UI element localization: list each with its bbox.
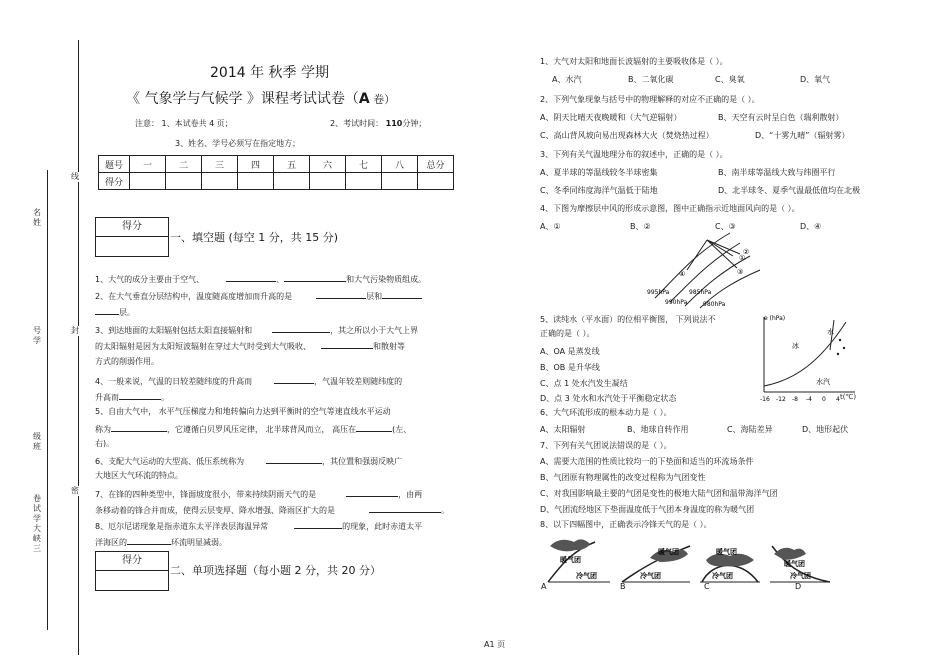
cut-label-line: 线 <box>71 172 79 181</box>
answer-blank[interactable] <box>321 339 373 349</box>
choice-q3-opt-b[interactable]: B、南半球等温线大致与纬圈平行 <box>718 168 836 177</box>
choice-q8-opt-d[interactable]: D <box>795 582 802 591</box>
choice-q2-opt-c[interactable]: C、高山背风坡向易出现森林大火（焚烧热过程） <box>540 131 714 140</box>
arrow-label: ② <box>743 248 750 256</box>
q-text: ，气温年较差则随纬度的 <box>314 377 403 386</box>
score-cell: 总分 <box>418 156 454 173</box>
phase-diagram <box>750 312 860 404</box>
q-text: 和散射等 <box>373 342 405 351</box>
answer-blank[interactable] <box>266 454 322 464</box>
choice-q8-opt-b[interactable]: B <box>620 582 626 591</box>
x-tick: -8 <box>792 396 798 403</box>
choice-q3: 3、下列有关气温地理分布的叙述中，正确的是（ ）。 <box>540 150 728 159</box>
q-text: 条移动着的锋合并而成，使得云层变厚、降水增强、降雨区扩大的是 <box>95 506 335 515</box>
score-row-label: 得分 <box>99 173 130 190</box>
choice-q4-opt-b[interactable]: B、② <box>630 222 651 231</box>
q-text: 的太阳辐射是因为太阳短波辐射在穿过大气时受到大气吸收、 <box>95 342 311 351</box>
choice-q7-opt-d[interactable]: D、气团流经地区下垫面温度低于气团本身温度的称为暖气团 <box>540 505 755 514</box>
score-input-cell[interactable] <box>418 173 454 190</box>
arrow-label: ③ <box>737 268 744 276</box>
choice-q1-opt-b[interactable]: B、二氧化碳 <box>628 75 674 84</box>
fill-q4 <box>95 374 402 387</box>
section1-title: 一、填空题 (每空 1 分，共 15 分) <box>170 231 339 244</box>
isobar-label: 985hPa <box>689 289 712 296</box>
cold-label: 冷气团 <box>712 572 733 580</box>
fill-q8 <box>95 519 422 532</box>
choice-q7-opt-a[interactable]: A、需要大范围的性质比较均一的下垫面和适当的环流场条件 <box>540 457 754 466</box>
region-ice: 冰 <box>792 342 799 350</box>
score-table-header-row <box>99 156 454 173</box>
front-diagrams <box>540 532 830 592</box>
warm-label: 暖气团 <box>560 556 581 564</box>
cold-label: 冷气团 <box>576 572 597 580</box>
section2-title: 二、单项选择题（每小题 2 分，共 20 分） <box>170 564 381 577</box>
answer-blank[interactable] <box>382 289 422 299</box>
arrow-label: ④ <box>679 270 686 278</box>
q-text: ，其之所以小于大气上界 <box>330 326 419 335</box>
fill-q7-cont <box>95 503 449 516</box>
class-label: 级 班 <box>33 432 41 451</box>
choice-q1-opt-a[interactable]: A、水汽 <box>552 75 582 84</box>
phase-xlabel: t(℃) <box>840 393 857 401</box>
cut-label-seal: 封 <box>71 326 79 335</box>
choice-q6-opt-a[interactable]: A、太阳辐射 <box>540 425 586 434</box>
q-text: 。 <box>161 393 169 402</box>
answer-blank[interactable] <box>356 422 392 432</box>
score-cell: 六 <box>310 156 346 173</box>
warm-label: 暖气团 <box>784 560 805 568</box>
front-option-b <box>622 546 690 582</box>
choice-q5-opt-b[interactable]: B、OB 是升华线 <box>540 363 600 372</box>
exam-title-end: 卷） <box>369 93 396 106</box>
q-text: 7、在锋的四种类型中，锋面坡度很小，带来持续阴雨天气的是 <box>95 490 317 499</box>
score-input-cell[interactable] <box>130 173 166 190</box>
section2-score-label: 得分 <box>96 552 168 571</box>
fill-q1: 1、大气的成分主要由于空气、 、 和大气污染物质组成。 <box>95 272 426 285</box>
section1-score-label: 得分 <box>96 218 168 237</box>
region-water: 水 <box>827 328 834 336</box>
choice-q2: 2、下列气象现象与括号中的物理解释的对应不正确的是（ ）。 <box>540 95 760 104</box>
binding-line-2 <box>78 40 79 655</box>
isobar-label: 990hPa <box>665 299 688 306</box>
choice-q7-opt-c[interactable]: C、对我国影响最主要的气团是变性的极地大陆气团和温带海洋气团 <box>540 489 778 498</box>
fill-q3-cont <box>95 339 405 352</box>
score-cell: 三 <box>202 156 238 173</box>
student-id-label: 号 学 <box>33 326 41 345</box>
answer-blank[interactable] <box>226 272 276 282</box>
note-pages: 注意： 1、本试卷共 4 页； <box>135 119 233 128</box>
score-cell: 四 <box>238 156 274 173</box>
score-cell: 一 <box>130 156 166 173</box>
exam-term: 2014 年 秋季 学期 <box>210 65 329 81</box>
choice-q7-opt-b[interactable]: B、气团原有物理属性的改变过程称为气团变性 <box>540 473 706 482</box>
q-text: 4、一般来说，气温的日较差随纬度的升高而 <box>95 377 253 386</box>
choice-q1-opt-c[interactable]: C、臭氧 <box>715 75 745 84</box>
choice-q4: 4、下图为摩擦层中风的形成示意图，图中正确指示近地面风向的是（ ）。 <box>540 204 800 213</box>
fill-q3 <box>95 323 418 336</box>
choice-q5-opt-a[interactable]: A、OA 是蒸发线 <box>540 347 600 356</box>
choice-q2-opt-a[interactable]: A、阴天比晴天夜晚暖和（大气逆辐射） <box>540 113 682 122</box>
choice-q6: 6、大气环流形成的根本动力是（ ）。 <box>540 408 672 417</box>
answer-blank[interactable] <box>284 272 346 282</box>
answer-blank[interactable] <box>316 289 366 299</box>
q-text: ，它遵循白贝罗风压定律， 北半球背风而立， 高压在 <box>167 425 357 434</box>
q-text: 6、支配大气运动的大型高、低压系统称为 <box>95 457 245 466</box>
score-input-cell[interactable] <box>310 173 346 190</box>
cold-label: 冷气团 <box>790 572 811 580</box>
wind-diagram <box>645 228 765 310</box>
exam-title-main: 《 气象学与气候学 》课程考试试卷（ <box>126 91 359 107</box>
choice-q3-opt-c[interactable]: C、冬季同纬度海洋气温低于陆地 <box>540 186 658 195</box>
fill-q7 <box>95 487 422 500</box>
cut-label-secret: 密 <box>71 486 79 495</box>
choice-q1: 1、大气对太阳和地面长波辐射的主要吸收体是（ ）。 <box>540 57 728 66</box>
answer-blank[interactable] <box>369 503 441 513</box>
score-cell: 二 <box>166 156 202 173</box>
region-vapor: 水汽 <box>816 378 830 386</box>
choice-q6-opt-c[interactable]: C、海陆差异 <box>727 425 773 434</box>
q-text: 8、厄尔尼诺现象是指赤道东太平洋表层海温异常 <box>95 522 269 531</box>
choice-q1-opt-d[interactable]: D、氧气 <box>800 75 831 84</box>
q-text: 的现象，此时赤道太平 <box>342 522 423 531</box>
front-option-a <box>548 539 610 582</box>
fill-q5-end: 右)。 <box>95 439 115 448</box>
q-text: 称为 <box>95 425 111 434</box>
x-tick: 0 <box>822 396 826 403</box>
score-cell: 五 <box>274 156 310 173</box>
fill-q6-cont: 大地区大气环流的特点。 <box>95 471 183 480</box>
exam-title <box>126 88 395 108</box>
isobar-label: 995hPa <box>647 289 670 296</box>
page-number: A1 页 <box>484 640 506 649</box>
note-time-unit: 分钟； <box>402 119 427 128</box>
q-text: 层和 <box>366 292 383 301</box>
choice-q5: 5、读纯水（平水面）的位相平衡图， 下列说法不 <box>540 315 716 324</box>
fill-q5: 5、自由大气中， 水平气压梯度力和地转偏向力达到平衡时的空气等速直线水平运动 <box>95 407 391 416</box>
score-input-cell[interactable] <box>166 173 202 190</box>
choice-q4-opt-c[interactable]: C、③ <box>715 222 736 231</box>
score-cell: 七 <box>346 156 382 173</box>
q-text: ，其位置和强弱反映广 <box>322 457 403 466</box>
front-option-d <box>770 546 830 582</box>
q-text: 3、到达地面的太阳辐射包括太阳直接辐射和 <box>95 326 253 335</box>
score-cell: 八 <box>382 156 418 173</box>
section2-score-box <box>95 551 169 591</box>
isobar-label: 980hPa <box>703 301 726 308</box>
x-tick: 4 <box>836 396 840 403</box>
q-text: 和大气污染物质组成。 <box>346 275 427 284</box>
section1-score-box <box>95 217 169 257</box>
school-label: 卷 试 学 大 峡 三 <box>33 494 41 553</box>
warm-label: 暖气团 <box>658 548 679 556</box>
choice-q2-opt-d[interactable]: D、“十雾九晴”（辐射雾） <box>755 131 850 140</box>
q-text: 1、大气的成分主要由于空气、 <box>95 275 205 284</box>
answer-blank[interactable] <box>346 487 398 497</box>
q-text: 2、在大气垂直分层结构中，温度随高度增加而升高的是 <box>95 292 293 301</box>
answer-blank[interactable] <box>272 323 330 333</box>
fill-q8-cont <box>95 535 227 548</box>
answer-blank[interactable] <box>127 535 171 545</box>
choice-q6-opt-d[interactable]: D、地形起伏 <box>802 425 849 434</box>
x-tick: -12 <box>776 396 786 403</box>
score-input-cell[interactable] <box>274 173 310 190</box>
fill-q2-cont <box>95 305 135 318</box>
binding-line-1 <box>47 170 48 630</box>
choice-q4-opt-d[interactable]: D、④ <box>800 222 822 231</box>
score-input-cell[interactable] <box>346 173 382 190</box>
exam-title-version: A <box>358 91 370 107</box>
score-cell: 题号 <box>99 156 130 173</box>
choice-q2-opt-b[interactable]: B、天空有云时呈白色（瑞利散射） <box>718 113 844 122</box>
fill-q6 <box>95 454 402 467</box>
choice-q3-opt-d[interactable]: D、北半球冬、夏季气温最低值均在北极 <box>718 186 861 195</box>
answer-blank[interactable] <box>111 422 167 432</box>
answer-blank[interactable] <box>294 519 342 529</box>
arrow-label: ① <box>739 254 746 262</box>
note-name: 3、姓名、学号必须写在指定地方； <box>175 139 301 148</box>
choice-q6-opt-b[interactable]: B、地球自转作用 <box>627 425 689 434</box>
choice-q8: 8、以下四幅图中，正确表示冷锋天气的是（ ）。 <box>540 520 712 529</box>
choice-q5-opt-d[interactable]: D、点 3 处水和水汽处于平衡稳定状态 <box>540 394 677 403</box>
q-text: 层。 <box>119 308 135 317</box>
fill-q5-cont <box>95 422 411 435</box>
fill-q3-end: 方式的削弱作用。 <box>95 357 159 366</box>
score-input-cell[interactable] <box>382 173 418 190</box>
score-input-cell[interactable] <box>238 173 274 190</box>
q-text: (左、 <box>392 425 412 434</box>
x-tick: -4 <box>806 396 812 403</box>
front-option-c <box>700 547 760 582</box>
choice-q7: 7、下列有关气团说法错误的是（ ）。 <box>540 441 672 450</box>
note-time <box>330 118 426 129</box>
score-table-score-row <box>99 173 454 190</box>
fill-q4-cont <box>95 390 169 403</box>
q-text: ，由两 <box>398 490 423 499</box>
choice-q5-cont: 正确的是（ ）。 <box>540 329 595 338</box>
note-time-label: 2、考试时间： <box>330 119 384 128</box>
fill-q2 <box>95 289 422 302</box>
warm-label: 暖气团 <box>716 548 737 556</box>
answer-blank[interactable] <box>119 390 161 400</box>
score-table <box>98 155 454 190</box>
note-time-value: 110 <box>385 119 403 128</box>
cold-label: 冷气团 <box>640 572 661 580</box>
choice-q8-opt-c[interactable]: C <box>704 582 710 591</box>
q-text: 环流明显减弱。 <box>171 538 227 547</box>
name-label: 名 姓 <box>33 208 41 227</box>
score-input-cell[interactable] <box>202 173 238 190</box>
choice-q8-opt-a[interactable]: A <box>541 582 547 591</box>
q-text: 。 <box>441 506 449 515</box>
choice-q5-opt-c[interactable]: C、点 1 处水汽发生凝结 <box>540 379 628 388</box>
phase-ylabel: e (hPa) <box>764 315 786 322</box>
choice-q3-opt-a[interactable]: A、夏半球的等温线较冬半球密集 <box>540 168 658 177</box>
choice-q4-opt-a[interactable]: A、① <box>540 222 561 231</box>
q-text: 升高而 <box>95 393 119 402</box>
answer-blank[interactable] <box>274 374 314 384</box>
answer-blank[interactable] <box>95 305 119 315</box>
x-tick: -16 <box>760 396 770 403</box>
q-text: 洋海区的 <box>95 538 127 547</box>
